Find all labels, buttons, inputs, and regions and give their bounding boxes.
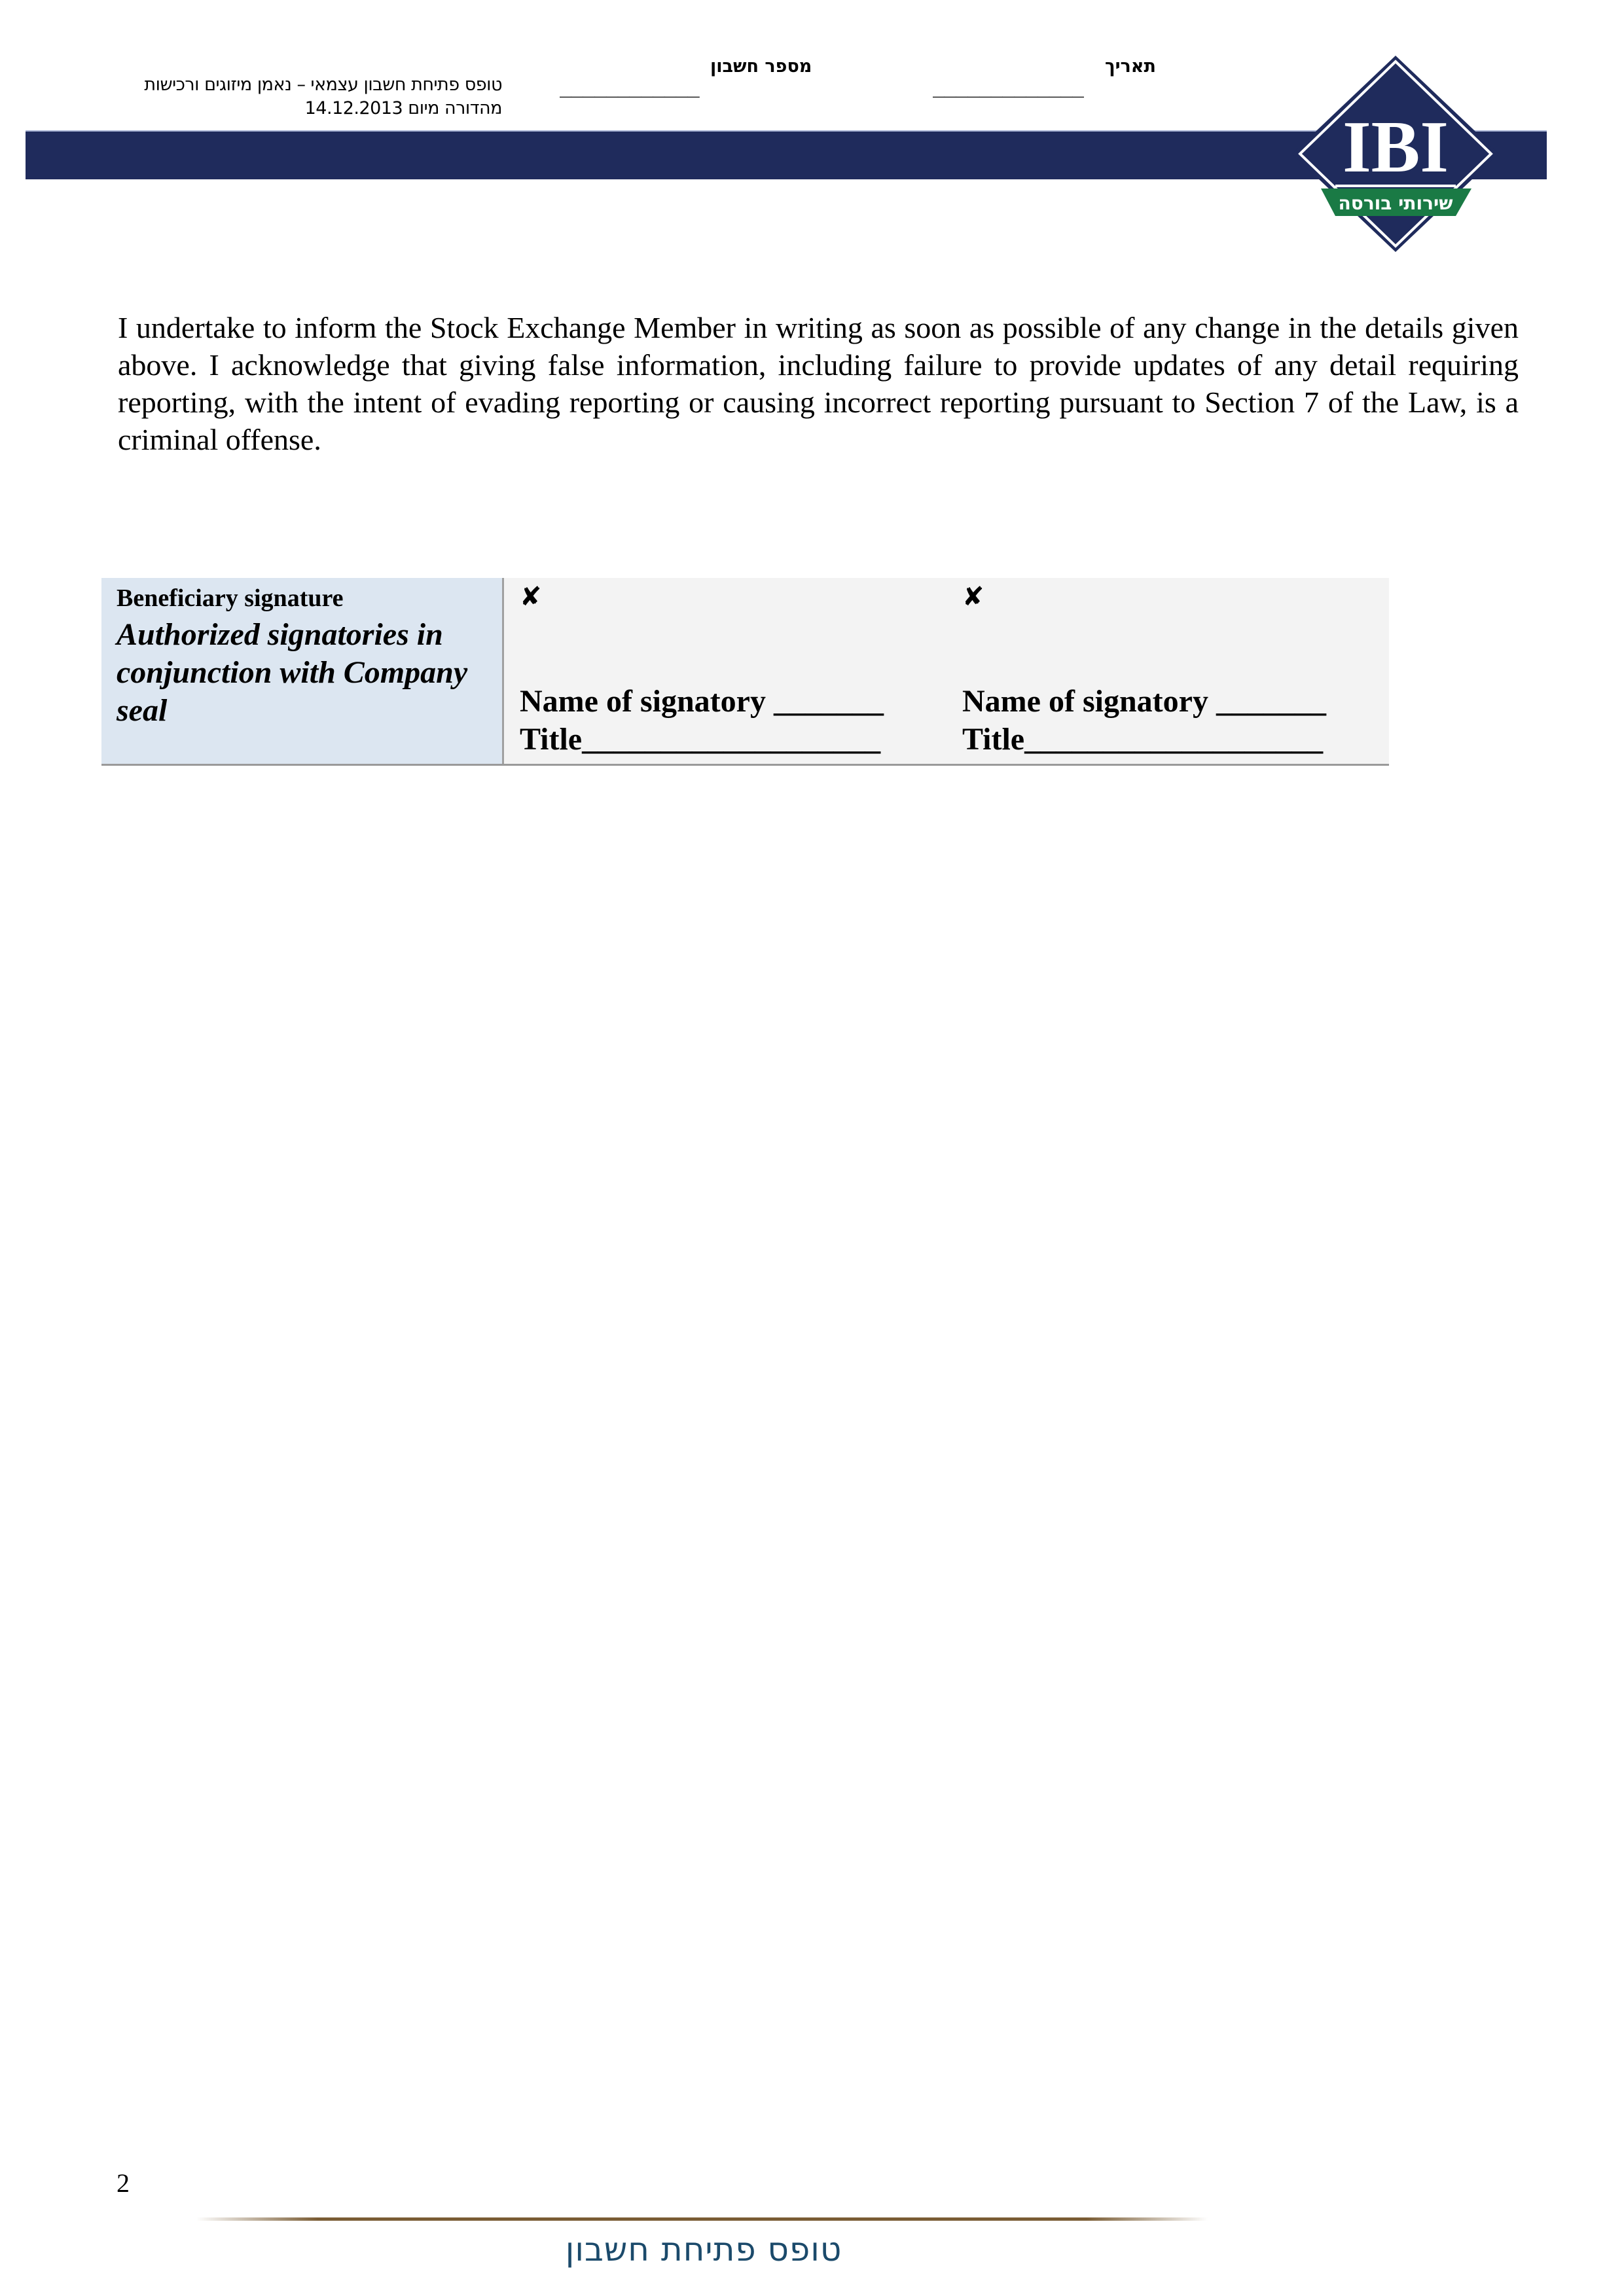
account-number-label: מספר חשבון [710, 56, 812, 77]
form-version: מהדורה מיום 14.12.2013 [304, 98, 502, 118]
authorized-signatories-label: Authorized signatories in conjunction with Company seal [117, 617, 468, 728]
account-number-field[interactable]: ____________ [560, 77, 700, 98]
form-title: טופס פתיחת חשבון עצמאי – נאמן מיזוגים ורכישות [144, 75, 502, 95]
sign-here-x-icon: ✘ [520, 582, 542, 612]
signature-table [101, 578, 1389, 766]
sign-here-x-icon: ✘ [962, 582, 984, 612]
beneficiary-signature-label: Beneficiary signature [117, 584, 344, 612]
form-title-block [26, 73, 502, 120]
signatory-title-field[interactable]: Title___________________ [520, 722, 881, 757]
footer-divider [196, 2217, 1208, 2221]
signatory-name-field[interactable]: Name of signatory _______ [520, 684, 884, 719]
declaration-paragraph: I undertake to inform the Stock Exchange Member in writing as soon as possible of any change in the details given above. I acknowledge that giving false information, including failure to provide updates of any detail requiring reporting, with the intent of evading reporting or causing incorrect reporting pursuant to Section 7 of the Law, is a criminal offense. [118, 311, 1519, 456]
footer-form-name: טופס פתיחת חשבון [565, 2231, 842, 2269]
signatory-title-field[interactable]: Title___________________ [962, 722, 1324, 757]
signatory-cell-2[interactable] [947, 578, 1389, 764]
date-label: תאריך [1105, 56, 1156, 77]
ibi-logo [1288, 52, 1504, 257]
page-number: 2 [117, 2168, 130, 2198]
signature-label-cell [101, 578, 504, 764]
logo-tagline: שירותי בורסה [1338, 192, 1453, 214]
signatory-name-field[interactable]: Name of signatory _______ [962, 684, 1326, 719]
signatory-cell-1[interactable] [504, 578, 947, 764]
logo-brand-text: IBI [1343, 107, 1449, 188]
date-field[interactable]: _____________ [933, 77, 1085, 98]
